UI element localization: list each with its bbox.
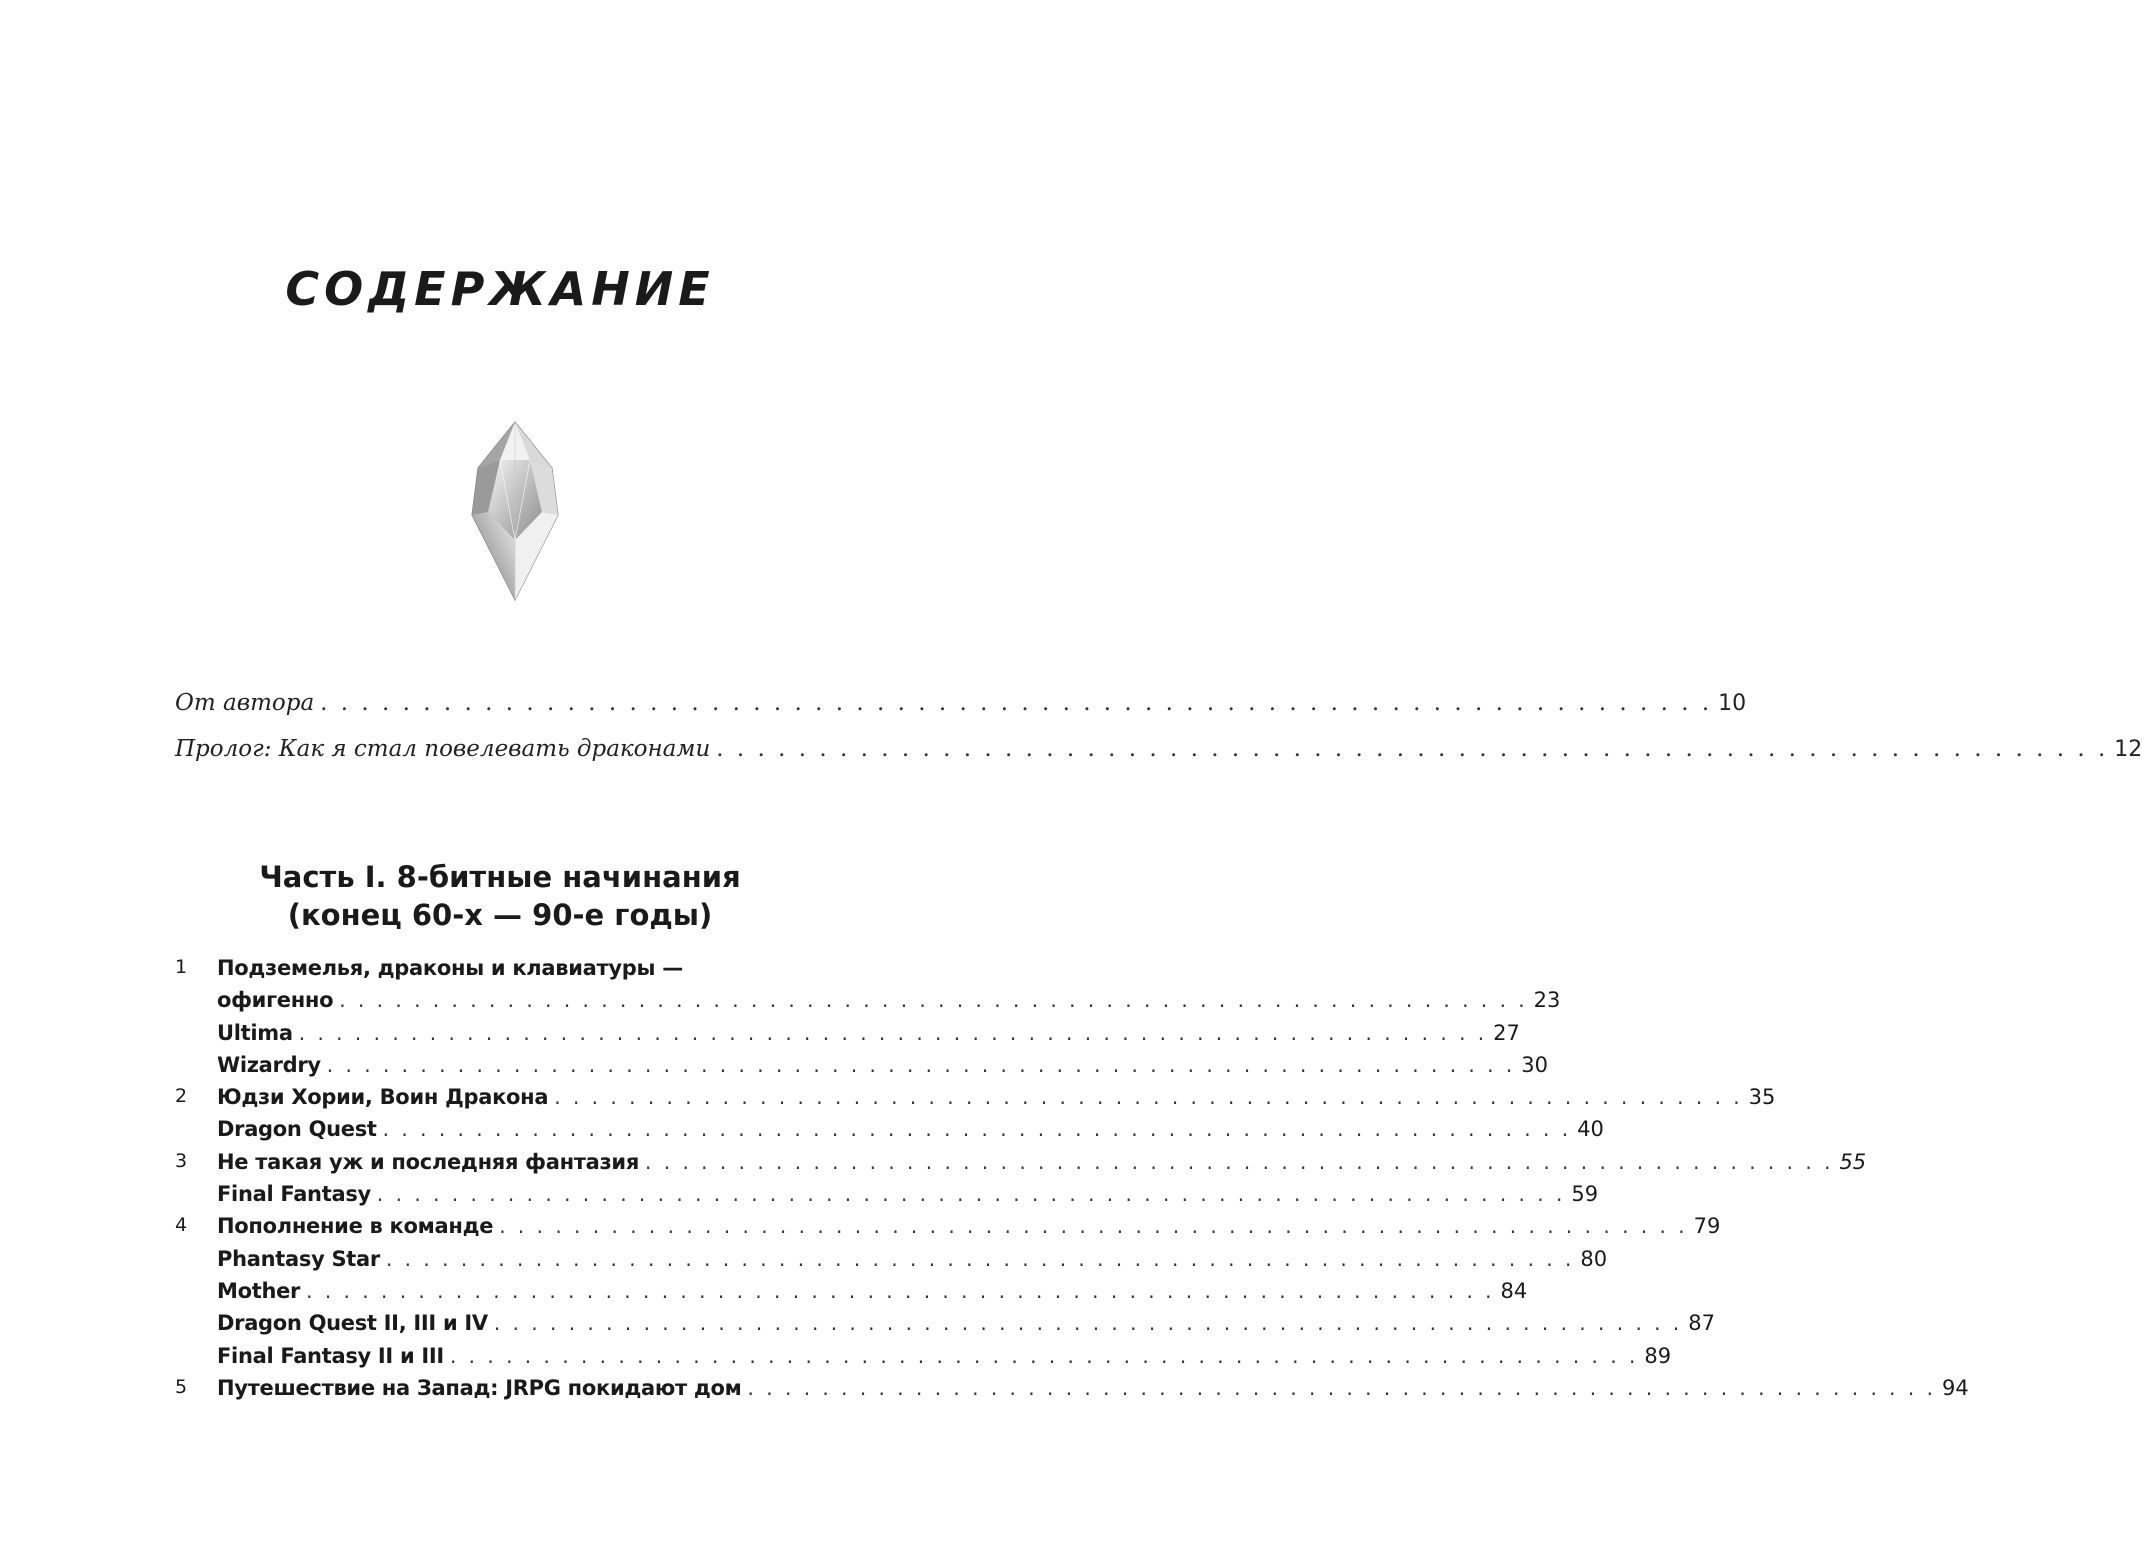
dot-leader: . . . . . . . . . . . . . . . . . . . . . . . . . . . . . . . . . . . . . . . . . . . . . . . . . . . . . . . . . . . . . . . . xyxy=(326,1052,1516,1077)
toc-entry[interactable] xyxy=(175,1149,1867,1182)
entry-title: Wizardry xyxy=(217,1052,321,1077)
toc-entry[interactable] xyxy=(175,1020,1520,1053)
entry-title: От автора xyxy=(175,690,315,716)
toc-entry[interactable] xyxy=(175,1278,1528,1311)
chapter-number: 5 xyxy=(175,1375,188,1398)
entry-page: 87 xyxy=(1688,1311,1715,1336)
dot-leader: . . . . . . . . . . . . . . . . . . . . . . . . . . . . . . . . . . . . . . . . . . . . . . . . . . . . . . . . . . . . . . . . xyxy=(747,1375,1936,1400)
entry-title: Final Fantasy xyxy=(217,1182,371,1207)
entry-title: Пополнение в команде xyxy=(217,1214,494,1239)
chapter-number: 4 xyxy=(175,1214,188,1237)
entry-page: 79 xyxy=(1693,1214,1721,1239)
toc-entry[interactable] xyxy=(175,1311,1715,1343)
dot-leader: . . . . . . . . . . . . . . . . . . . . . . . . . . . . . . . . . . . . . . . . . . . . . . . . . . . . . . . . . . . . . . . . xyxy=(306,1278,1495,1303)
entry-title: Final Fantasy II и III xyxy=(217,1343,444,1368)
part-heading-line2: (конец 60-х — 90-е годы) xyxy=(287,898,713,932)
part-heading-line1: Часть I. 8-битные начинания xyxy=(259,860,741,894)
chapter-number: 2 xyxy=(175,1085,188,1108)
toc-entry[interactable] xyxy=(175,1117,1604,1149)
entry-page: 94 xyxy=(1941,1375,1969,1400)
toc-list xyxy=(175,956,1969,1408)
entry-title: Подземелья, драконы и клавиатуры — xyxy=(217,956,683,980)
dot-leader: . . . . . . . . . . . . . . . . . . . . . . . . . . . . . . . . . . . . . . . . . . . . . . . . . . . . . . . . . . . . . . . . . . . . xyxy=(320,690,1713,716)
entry-title: Dragon Quest xyxy=(217,1117,377,1142)
entry-title: Dragon Quest II, III и IV xyxy=(217,1311,488,1336)
dot-leader: . . . . . . . . . . . . . . . . . . . . . . . . . . . . . . . . . . . . . . . . . . . . . . . . . . . . . . . . . . . . . . . . xyxy=(449,1343,1639,1368)
entry-page: 40 xyxy=(1577,1117,1604,1142)
toc-front-entry[interactable] xyxy=(175,690,1747,730)
entry-page: 23 xyxy=(1533,988,1561,1013)
entry-page: 27 xyxy=(1493,1020,1520,1045)
dot-leader: . . . . . . . . . . . . . . . . . . . . . . . . . . . . . . . . . . . . . . . . . . . . . . . . . . . . . . . . . . . . . . . . . . . . xyxy=(716,736,2109,762)
dot-leader: . . . . . . . . . . . . . . . . . . . . . . . . . . . . . . . . . . . . . . . . . . . . . . . . . . . . . . . . . . . . . . . . xyxy=(499,1214,1688,1239)
toc-entry[interactable] xyxy=(175,1214,1721,1246)
entry-page: 80 xyxy=(1580,1246,1608,1271)
entry-page: 10 xyxy=(1718,691,1747,716)
entry-title: Путешествие на Запад: JRPG покидают дом xyxy=(217,1375,742,1400)
entry-title: Юдзи Хории, Воин Дракона xyxy=(217,1085,549,1110)
dot-leader: . . . . . . . . . . . . . . . . . . . . . . . . . . . . . . . . . . . . . . . . . . . . . . . . . . . . . . . . . . . . . . . . xyxy=(385,1246,1575,1271)
toc-entry[interactable] xyxy=(175,1343,1672,1376)
dot-leader: . . . . . . . . . . . . . . . . . . . . . . . . . . . . . . . . . . . . . . . . . . . . . . . . . . . . . . . . . . . . . . . . xyxy=(376,1182,1566,1207)
entry-title: Phantasy Star xyxy=(217,1246,380,1271)
chapter-number: 1 xyxy=(175,956,188,978)
entry-title: Ultima xyxy=(217,1020,293,1045)
entry-page: 84 xyxy=(1500,1278,1528,1303)
dot-leader: . . . . . . . . . . . . . . . . . . . . . . . . . . . . . . . . . . . . . . . . . . . . . . . . . . . . . . . . . . . . . . . . xyxy=(554,1085,1743,1110)
entry-page: 59 xyxy=(1571,1182,1599,1207)
part-heading xyxy=(0,858,1000,934)
entry-page: 30 xyxy=(1521,1052,1548,1077)
dot-leader: . . . . . . . . . . . . . . . . . . . . . . . . . . . . . . . . . . . . . . . . . . . . . . . . . . . . . . . . . . . . . . . . xyxy=(493,1311,1683,1336)
toc-entry[interactable] xyxy=(175,988,1561,1020)
crystal-icon xyxy=(470,420,560,602)
dot-leader: . . . . . . . . . . . . . . . . . . . . . . . . . . . . . . . . . . . . . . . . . . . . . . . . . . . . . . . . . . . . . . . . xyxy=(645,1149,1834,1174)
page-title: СОДЕРЖАНИЕ xyxy=(285,262,715,316)
dot-leader: . . . . . . . . . . . . . . . . . . . . . . . . . . . . . . . . . . . . . . . . . . . . . . . . . . . . . . . . . . . . . . . . xyxy=(298,1020,1488,1045)
dot-leader: . . . . . . . . . . . . . . . . . . . . . . . . . . . . . . . . . . . . . . . . . . . . . . . . . . . . . . . . . . . . . . . . xyxy=(382,1117,1572,1142)
entry-page: 12 xyxy=(2114,737,2142,762)
entry-title: Пролог: Как я стал повелевать драконами xyxy=(175,736,711,762)
toc-entry[interactable] xyxy=(175,1182,1599,1214)
toc-entry[interactable] xyxy=(175,956,860,988)
entry-page: 35 xyxy=(1748,1085,1776,1110)
entry-title: офигенно xyxy=(217,988,334,1013)
entry-page: 89 xyxy=(1644,1343,1672,1368)
entry-title: Не такая уж и последняя фантазия xyxy=(217,1149,640,1174)
entry-page: 55 xyxy=(1839,1149,1867,1174)
toc-entry[interactable] xyxy=(175,1375,1969,1408)
toc-entry[interactable] xyxy=(175,1052,1548,1085)
toc-front-entry[interactable] xyxy=(175,736,2142,776)
entry-title: Mother xyxy=(217,1278,301,1303)
chapter-number: 3 xyxy=(175,1149,188,1172)
toc-entry[interactable] xyxy=(175,1085,1776,1117)
toc-entry[interactable] xyxy=(175,1246,1608,1279)
dot-leader: . . . . . . . . . . . . . . . . . . . . . . . . . . . . . . . . . . . . . . . . . . . . . . . . . . . . . . . . . . . . . . . . xyxy=(339,988,1528,1013)
